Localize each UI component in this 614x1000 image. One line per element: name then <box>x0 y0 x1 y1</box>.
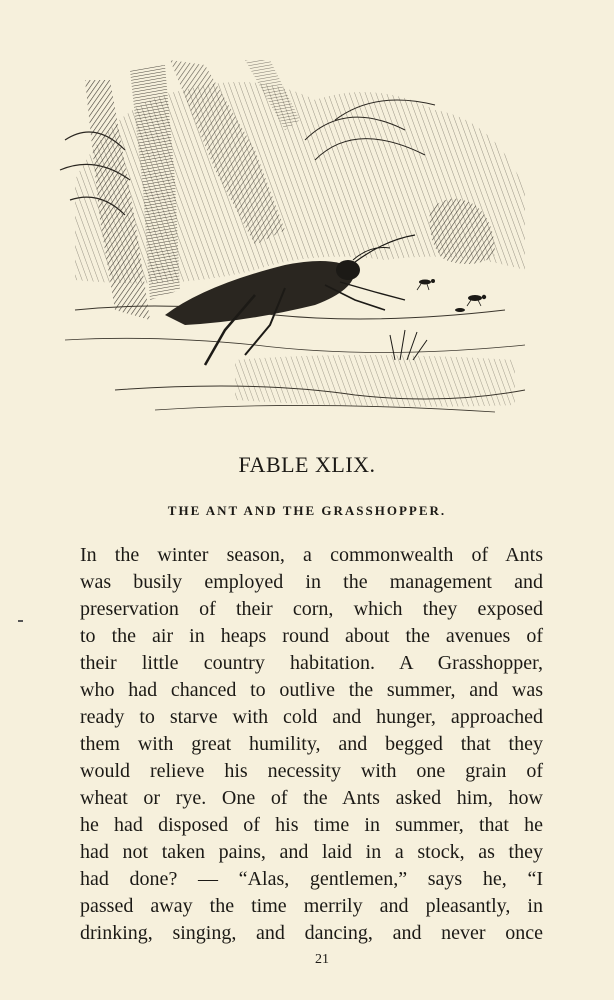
fable-number-heading: FABLE XLIX. <box>238 452 376 477</box>
text-line: preservation of their corn, which they exposed <box>80 598 543 620</box>
text-line: In the winter season, a commonwealth of Ants <box>80 544 543 566</box>
fable-title-heading: THE ANT AND THE GRASSHOPPER. <box>167 503 447 518</box>
text-line: had done? — “Alas, gentlemen,” says he, “I <box>80 868 543 890</box>
text-line: them with great humility, and begged that they <box>80 733 543 755</box>
text-line: to the air in heaps round about the avenues of <box>80 625 543 647</box>
text-line: who had chanced to outlive the summer, and was <box>80 679 543 701</box>
fable-body-text <box>80 542 543 947</box>
text-line: ready to starve with cold and hunger, approached <box>80 706 543 728</box>
page-number: 21 <box>315 952 329 967</box>
text-line: wheat or rye. One of the Ants asked him, how <box>80 787 543 809</box>
text-line: drinking, singing, and dancing, and never once <box>80 922 543 944</box>
margin-mark <box>18 620 23 622</box>
grasshopper-illustration <box>55 60 540 425</box>
text-line: would relieve his necessity with one grain of <box>80 760 543 782</box>
text-line: was busily employed in the management and <box>80 571 543 593</box>
text-line: had not taken pains, and laid in a stock, as they <box>80 841 543 863</box>
engraving-drawing <box>55 60 540 425</box>
text-line: passed away the time merrily and pleasantly, in <box>80 895 543 917</box>
text-line: he had disposed of his time in summer, that he <box>80 814 543 836</box>
text-line: their little country habitation. A Grasshopper, <box>80 652 543 674</box>
